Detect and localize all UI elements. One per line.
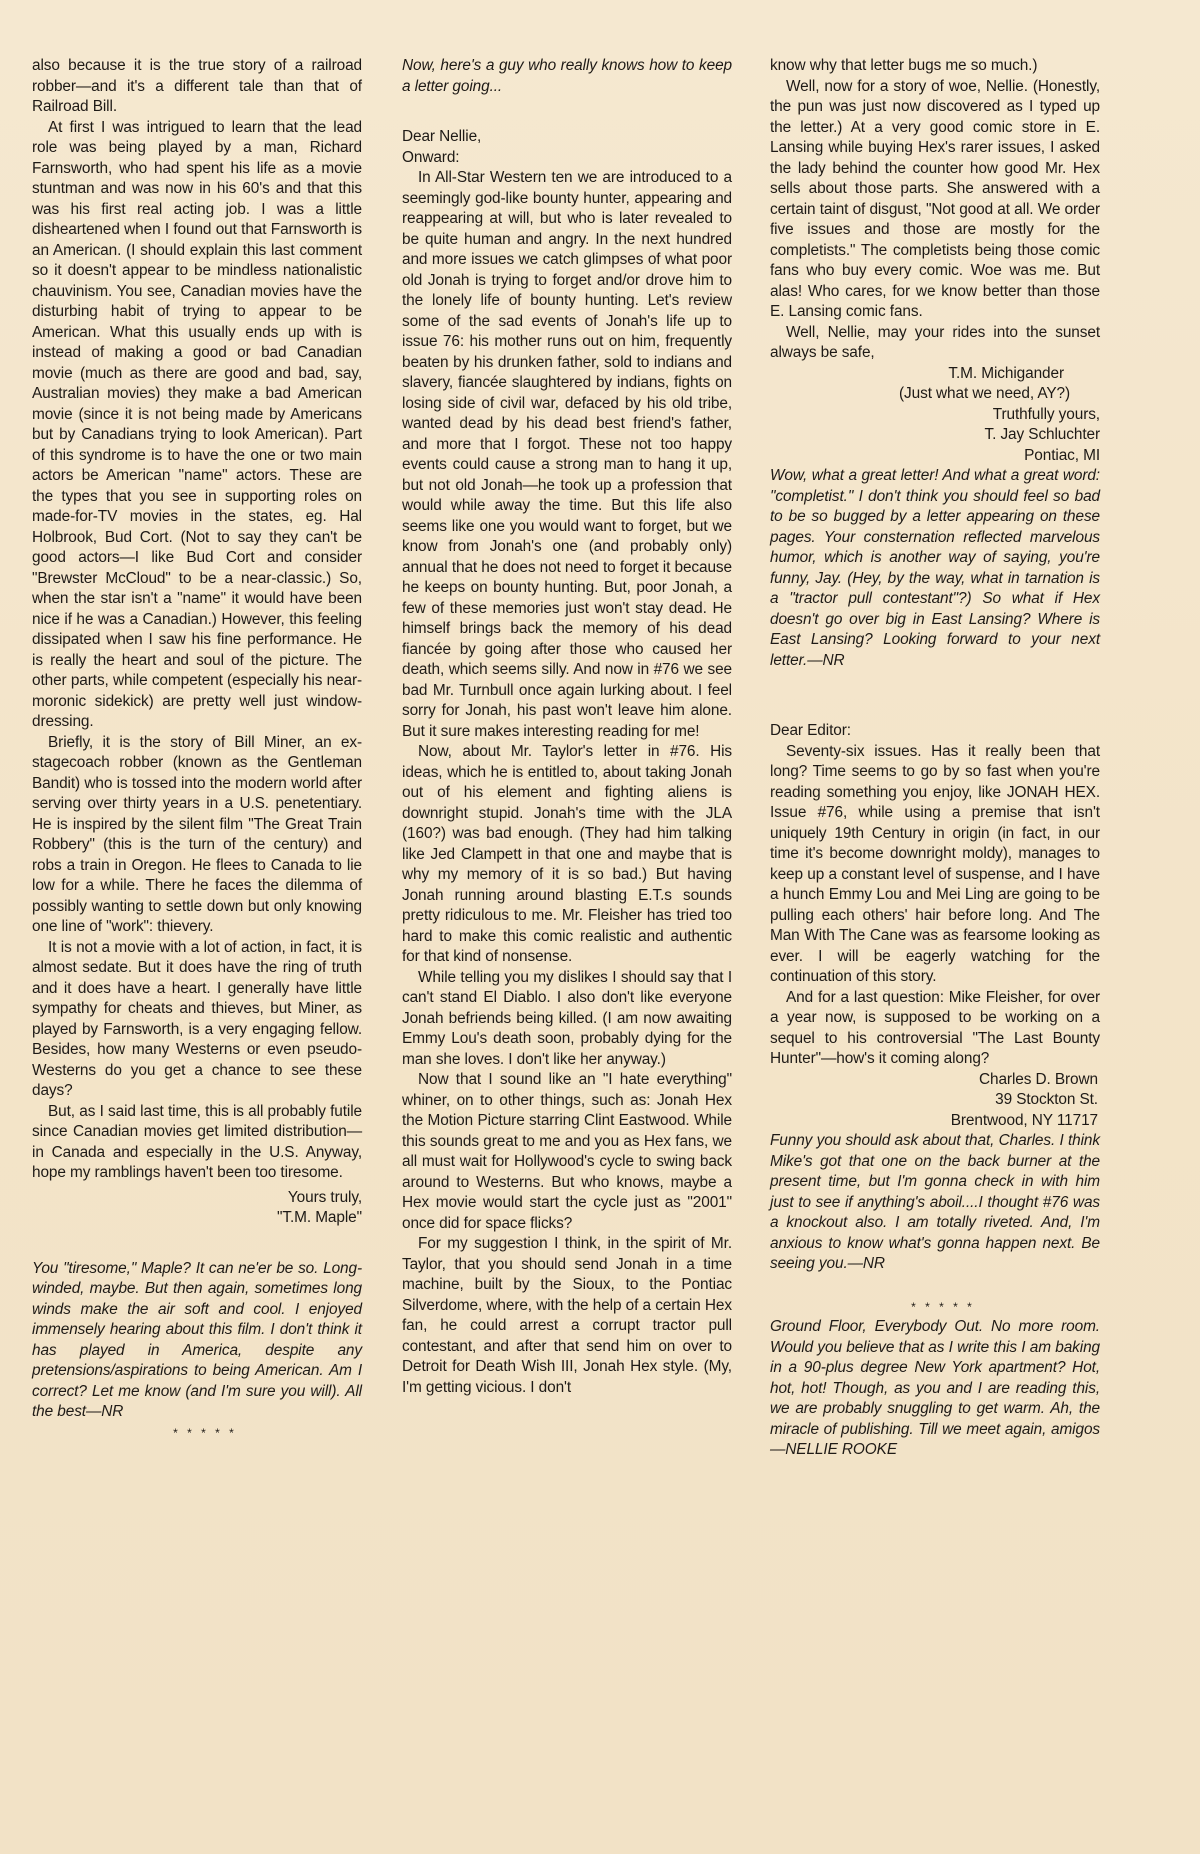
- letter-paragraph: Well, Nellie, may your rides into the sunset always be safe,: [770, 323, 1100, 361]
- letter-paragraph: Well, now for a story of woe, Nellie. (Honestly, the pun was just now discovered as I typed up the letter.) At a very good comic store in E. Lansing while buying Hex's rarer issues, I asked the lady behind the counter how good Mr. Hex sells about those parts. She answered with a certain taint of disgust, "Not good at all. We order five issues and those are mostly for the completists." The completists being those comic fans who buy every comic. Woe was me. But alas! Who cares, for we know better than those E. Lansing comic fans.: [770, 77, 1100, 320]
- letter-paragraph: Seventy-six issues. Has it really been that long? Time seems to go by so fast when you're reading something you enjoy, like JONAH HEX. Issue #76, while using a premise that isn't uniquely 19th Century in origin (in fact, in our time it's become downright moldy), manages to keep up a constant level of suspense, and I have a hunch Emmy Lou and Mei Ling are going to be pulling each others' hair before long. And The Man With The Cane was as fearsome looking as ever. I will be eagerly watching for the continuation of this story.: [770, 742, 1100, 985]
- letter-paragraph: Briefly, it is the story of Bill Miner, an ex-stagecoach robber (known as the Gentleman Bandit) who is tossed into the modern world after serving over thirty years in a U.S. penetentiary. He is inspired by the silent film "The Great Train Robbery" (this is the turn of the century) and robs a train in Oregon. He flees to Canada to lie low for a while. There he faces the dilemma of possibly wanting to settle down but only knowing one line of "work": thievery.: [32, 733, 362, 935]
- letter-paragraph: But, as I said last time, this is all probably futile since Canadian movies get limited distribution—in Canada and especially in the U.S. Anyway, hope my ramblings haven't been too tiresome.: [32, 1102, 362, 1181]
- letter-closing: Yours truly,: [287, 1188, 362, 1206]
- letter-onward: Onward:: [402, 148, 460, 166]
- letter-salutation: Dear Nellie,: [402, 128, 482, 145]
- letter-paragraph: At first I was intrigued to learn that the lead role was being played by a man, Richard Farnsworth, who had spent his life as a movie stuntman and was now in his 60's and that this was his first real acting job. I was a little disheartened when I found out that Farnsworth is an American. (I should explain this last comment so it doesn't appear to be mindless nationalistic chauvinism. You see, Canadian movies have the disturbing habit of trying to appear to be American. What this usually ends up with is instead of making a good or bad Canadian movie (much as there are good and bad, say, Australian movies) they make a bad American movie (since it is not being made by Americans but by Canadians trying to look American). Part of this syndrome is to have the one or two main actors be American "name" actors. These are the types that you see in supporting roles on made-for-TV movies in the states, eg. Hal Holbrook, Bud Cort. (Not to say they can't be good actors—I like Bud Cort and consider "Brewster McCloud" to be a near-classic.) So, when the star isn't a "name" it would have been nice if he was a Canadian.) However, this feeling dissipated when I saw his fine performance. He is really the heart and soul of the picture. The other parts, while competent (especially his near-moronic sidekick) are pretty well just window-dressing.: [32, 118, 362, 730]
- editor-intro: Now, here's a guy who really knows how to keep a letter going...: [402, 57, 732, 95]
- editor-reply: Funny you should ask about that, Charles. I think Mike's got that one on the back burner at the present time, but I'm gonna check in with him just to see if anything's aboil....I thought #76 was a knockout also. I am totally riveted. And, I'm anxious to know what's gonna happen next. Be seeing you.—NR: [770, 1132, 1100, 1272]
- letter-paragraph: also because it is the true story of a railroad robber—and it's a different tale than that of Railroad Bill.: [32, 57, 362, 115]
- letter-paragraph: Now that I sound like an "I hate everything" whiner, on to other things, such as: Jonah Hex the Motion Picture starring Clint Eastwood. While this sounds great to me and you as Hex fans, we all must wait for Hollywood's cycle to swing back around to Westerns. But who knows, maybe a Hex movie would start the cycle just as "2001" once did for space flicks?: [402, 1071, 732, 1232]
- letter-address: 39 Stockton St.: [995, 1091, 1098, 1108]
- letter-paragraph: In All-Star Western ten we are introduced to a seemingly god-like bounty hunter, appearing and reappearing at will, but who is later revealed to be quite human and angry. In the next hundred and more issues we catch glimpses of what poor old Jonah is trying to forget and/or drove him to the lonely life of bounty hunting. Let's review some of the sad events of Jonah's life up to issue 76: his mother runs out on him, frequently beaten by his drunken father, sold to indians and slavery, fiancée slaughtered by indians, fights on losing side of civil war, defaced by his old tribe, wanted dead by his dead best friend's father, and more that I forgot. These not too happy events could cause a strong man to hang it up, but not old Jonah—he took up a profession that would while away the time. But this life also seems like one you would want to forget, but we know from Jonah's one (and probably only) annual that he does not need to forget it because he keeps on bounty hunting. But, poor Jonah, a few of these memories just won't stay dead. He himself brings back the memory of his dead fiancée by going after those who caused her death, which seems silly. And now in #76 we see bad Mr. Turnbull once again lurking about. I feel sorry for Jonah, his past won't leave him alone. But it sure makes interesting reading for me!: [402, 169, 732, 740]
- letter-signature: T. Jay Schluchter: [984, 426, 1100, 443]
- letter-closing: Truthfully yours,: [992, 405, 1100, 423]
- editor-reply: Wow, what a great letter! And what a great word: "completist." I don't think you should feel so bad to be so bugged by a letter appearing on these pages. Your consternation reflected marvelous humor, which is another way of saying, you're funny, Jay. (Hey, by the way, what in tarnation is a "tractor pull contestant"?) So what if Hex doesn't go over big in East Lansing? Where is East Lansing? Looking forward to your next letter.—NR: [770, 467, 1100, 669]
- section-divider: * * * * *: [173, 1425, 237, 1440]
- letter-signature-note: (Just what we need, AY?): [899, 385, 1070, 402]
- section-divider: * * * * *: [911, 1299, 975, 1314]
- column-right: [770, 56, 1100, 1461]
- letter-address: Brentwood, NY 11717: [950, 1111, 1098, 1129]
- letter-paragraph: know why that letter bugs me so much.): [770, 57, 1038, 74]
- letter-paragraph: And for a last question: Mike Fleisher, for over a year now, is supposed to be working on a sequel to his controversial "The Last Bounty Hunter"—how's it coming along?: [770, 988, 1100, 1067]
- letter-paragraph: While telling you my dislikes I should say that I can't stand El Diablo. I also don't like everyone Jonah befriends being killed. (I am now awaiting Emmy Lou's death soon, probably dying for the man she loves. I don't like her anyway.): [402, 968, 732, 1068]
- letter-paragraph: It is not a movie with a lot of action, in fact, it is almost sedate. But it does have the ring of truth and it does have a heart. I generally have little sympathy for cheats and thieves, but Miner, as played by Farnsworth, is a very engaging fellow. Besides, how many Westerns or even pseudo-Westerns do you get a chance to see these days?: [32, 938, 362, 1099]
- letter-paragraph: Now, about Mr. Taylor's letter in #76. His ideas, which he is entitled to, about taking Jonah out of his element and fighting aliens is downright stupid. Jonah's time with the JLA (160?) was bad enough. (They had him talking like Jed Clampett in that one and maybe that is why my memory of it is so bad.) But having Jonah running around blasting E.T.s sounds pretty ridiculous to me. Mr. Fleisher has tried too hard to make this comic realistic and authentic for that kind of nonsense.: [402, 743, 732, 965]
- letter-signature: Charles D. Brown: [978, 1070, 1098, 1088]
- letter-address: Pontiac, MI: [1024, 446, 1100, 464]
- column-middle: [402, 56, 732, 1398]
- letter-paragraph: For my suggestion I think, in the spirit of Mr. Taylor, that you should send Jonah in a time machine, built by the Sioux, to the Pontiac Silverdome, where, with the help of a certain Hex fan, he could arrest a corrupt tractor pull contestant, and after that send him on over to Detroit for Death Wish III, Jonah Hex style. (My, I'm getting vicious. I don't: [402, 1235, 732, 1396]
- letter-salutation: Dear Editor:: [770, 722, 851, 739]
- letter-signature: "T.M. Maple": [277, 1209, 362, 1226]
- letter-signature: T.M. Michigander: [948, 364, 1064, 382]
- column-left: [32, 56, 362, 1443]
- editor-closing: Ground Floor, Everybody Out. No more room. Would you believe that as I write this I am baking in a 90-plus degree New York apartment? Hot, hot, hot! Though, as you and I are reading this, we are probably snuggling to get warm. Ah, the miracle of publishing. Till we meet again, amigos—NELLIE ROOKE: [770, 1318, 1100, 1458]
- editor-reply: You "tiresome," Maple? It can ne'er be so. Long-winded, maybe. But then again, sometimes long winds make the air soft and cool. I enjoyed immensely hearing about this film. I don't think it has played in America, despite any pretensions/aspirations to being American. Am I correct? Let me know (and I'm sure you will). All the best—NR: [32, 1259, 362, 1420]
